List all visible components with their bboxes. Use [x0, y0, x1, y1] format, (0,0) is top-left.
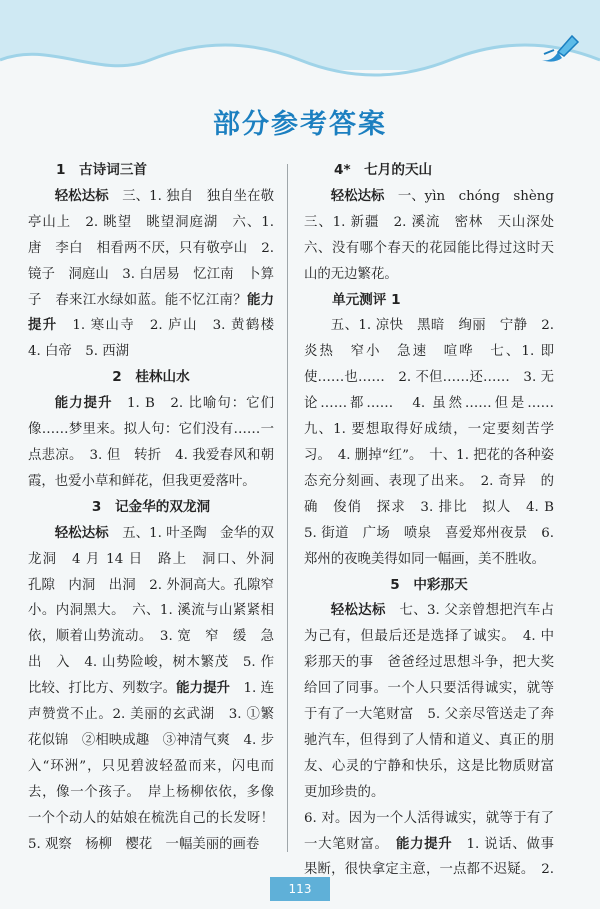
right-column [304, 158, 568, 909]
answer-paragraph: 轻松达标 三、1. 独自 独自坐在敬亭山上 2. 眺望 眺望洞庭湖 六、1. 唐 李白 相看两不厌，只有敬亭山 2. 镜子 洞庭山 3. 白居易 忆江南 卜算子 春来江水绿如蓝。能不忆江南？能力提升 1. 寒山寺 2. 庐山 3. 黄鹤楼 4. 白帝 5. 西湖 [28, 188, 288, 360]
left-column [28, 158, 288, 857]
section-heading: 4* 七月的天山 [334, 162, 433, 178]
section-heading: 3 记金华的双龙洞 [91, 498, 211, 515]
pen-logo-icon [538, 32, 582, 64]
keyword-label: 轻松达标 [54, 525, 109, 541]
wave-decoration [0, 40, 600, 90]
section-heading: 单元测评 1 [332, 291, 401, 308]
keyword-label: 能力提升 [54, 396, 113, 412]
keyword-label: 能力提升 [176, 681, 231, 697]
keyword-label: 能力提升 [396, 836, 453, 852]
answer-paragraph: 五、1. 凉快 黑暗 绚丽 宁静 2. 炎热 窄小 急速 喧哗 七、1. 即使……也…… 2. 不但……还…… 3. 无论……都…… 4. 虽然……但是…… 九、1. 要想取得好成绩，一定要刻苦学习。 4. 删掉“红”。 十、1. 把花的各种姿态充分刻画、表现了出来。 2. 奇异 的确 俊俏 探求 3. 排比 拟人 4. B 5. 街道 广场 喷泉 喜爱郑州夜景 6. 郑州的夜晚美得如同一幅画，美不胜收。 [304, 318, 568, 567]
keyword-label: 轻松达标 [330, 603, 386, 619]
keyword-label: 能力提升 [28, 292, 275, 334]
answer-paragraph: 轻松达标 七、3. 父亲曾想把汽车占为己有，但最后还是选择了诚实。 4. 中彩那天的事 爸爸经过思想斗争，把大奖给回了同事。一个人只要活得诚实，就等于有了一大笔财富 5. 父亲尽管送走了奔驰汽车，但得到了人情和道义、真正的朋友、心灵的宁静和快乐，这是比物质财富更加珍贵的。 [304, 603, 554, 800]
keyword-label: 轻松达标 [330, 188, 385, 204]
answer-paragraph: 能力提升 1. B 2. 比喻句：它们像……梦里来。拟人句：它们没有……一点悲凉。 3. 但 转折 4. 我爱春风和朝霞，也爱小草和鲜花，但我更爱落叶。 [28, 396, 275, 489]
answer-paragraph: 6. 对。因为一个人活得诚实，就等于有了一大笔财富。 能力提升 1. 说话、做事果断，很快拿定主意，一点都不迟疑。 2. [304, 810, 555, 878]
section-heading: 1 古诗词三首 [56, 162, 148, 178]
answer-paragraph: 轻松达标 一、yìn chóng shèng 三、1. 新疆 2. 溪流 密林 天山深处 六、没有哪个春天的花园能比得过这时天山的无边繁花。 [304, 188, 568, 282]
column-divider [287, 164, 288, 852]
keyword-label: 轻松达标 [54, 188, 109, 204]
page-title: 部分参考答案 [213, 109, 387, 140]
section-heading: 2 桂林山水 [112, 369, 190, 386]
page-number: 113 [270, 877, 330, 901]
answer-paragraph: 轻松达标 五、1. 叶圣陶 金华的双龙洞 4 月 14 日 路上 洞口、外洞 孔隙 内洞 出洞 2. 外洞高大。孔隙窄小。内洞黑大。 六、1. 溪流与山紧紧相依，顺着山势流动。 3. 宽 窄 缓 急 出 入 4. 山势险峻，树木繁茂 5. 作比较、打比方、列数字。能力提升 1. 连声赞赏不止。2. 美丽的玄武湖 3. ①繁花似锦 ②相映成趣 ③神清气爽 4. 步入“环洲”，只见碧波轻盈而来，闪电而去，像一个孩子。 岸上杨柳依依，多像一个个动人的姑娘在梳洗自己的长发呀！ 5. 观察 杨柳 樱花 一幅美丽的画卷 [28, 525, 288, 852]
section-heading: 5 中彩那天 [390, 576, 468, 593]
